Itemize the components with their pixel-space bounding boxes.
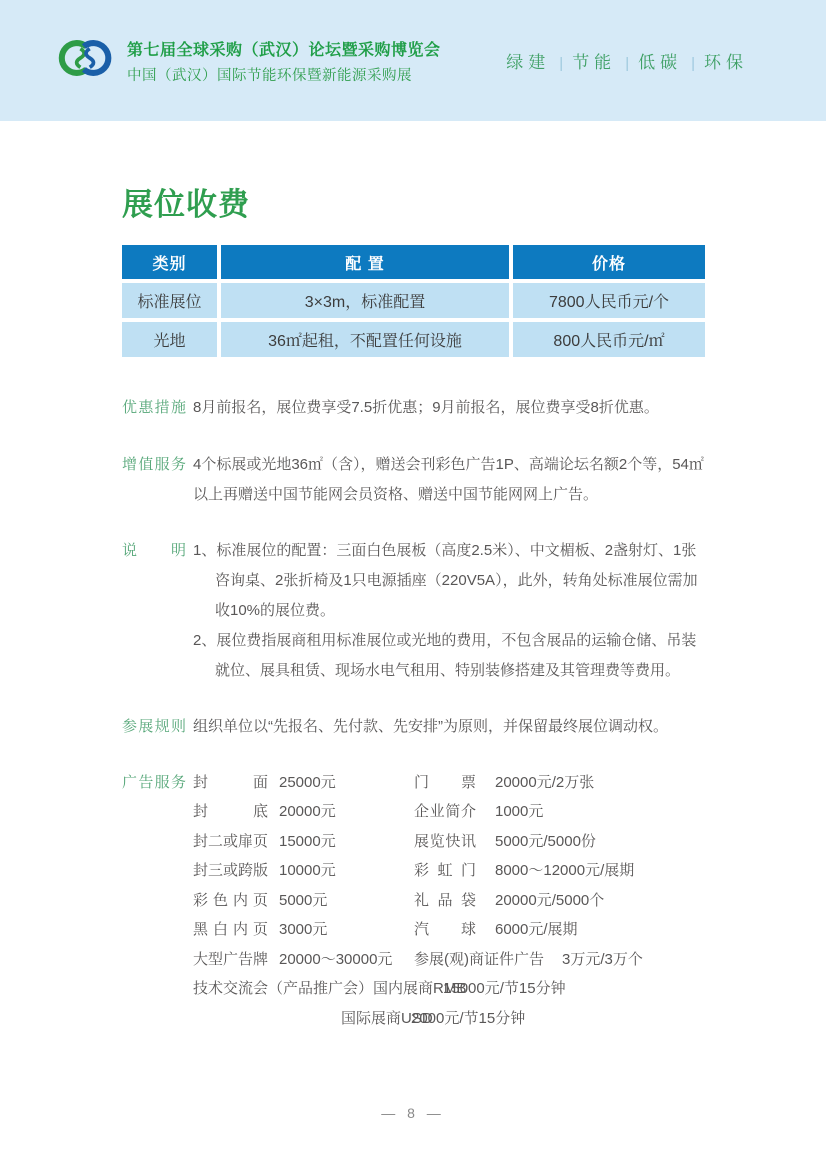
ad-item-label: 企业简介 — [414, 803, 476, 821]
ad-item-price: 5000元 — [279, 891, 328, 909]
note-item: 1、标准展位的配置：三面白色展板（高度2.5米）、中文楣板、2盏射灯、1张咨询桌、2张折椅及1只电源插座（220V5A），此外，转角处标准展位需加收10%的展位费。 — [193, 542, 698, 619]
ad-item-price: 20000～30000元 — [279, 950, 393, 968]
ad-item-price: 10000元 — [279, 862, 336, 880]
ad-item-label: 门票 — [414, 773, 476, 791]
ad-item-price: 20000元/2万张 — [495, 773, 595, 791]
keyword-separator: | — [691, 55, 695, 72]
ad-service-row — [193, 975, 704, 1005]
booth-table-cell: 标准展位 — [122, 283, 217, 318]
ad-item-price: 15000元/节15分钟 — [443, 980, 566, 998]
ad-item-label: 国内展商RMB — [373, 980, 467, 998]
ad-services-rows — [193, 768, 704, 1034]
page-number: — 8 — — [381, 1104, 445, 1121]
note-item: 2、展位费指展商租用标准展位或光地的费用，不包含展品的运输仓储、吊装就位、展具租赁、现场水电气租用、特别装修搭建及其管理费等费用。 — [193, 632, 697, 679]
ad-item-label: 技术交流会（产品推广会） — [193, 980, 374, 998]
ad-service-row — [193, 886, 704, 916]
booth-table-header-cell: 价格 — [513, 245, 705, 279]
ad-item-price: 15000元 — [279, 832, 336, 850]
page-title: 展位收费 — [122, 187, 250, 222]
ad-item-label: 礼品袋 — [414, 891, 476, 909]
section-label: 广告服务 — [122, 774, 186, 791]
ad-item-label: 彩色内页 — [193, 891, 268, 909]
booth-table-cell: 800人民币元/㎡ — [513, 322, 705, 357]
ad-item-label: 大型广告牌 — [193, 950, 269, 968]
booth-table-cell: 光地 — [122, 322, 217, 357]
booth-table-header-cell: 配 置 — [221, 245, 509, 279]
ad-item-label: 参展(观)商证件广告 — [414, 950, 544, 968]
ad-service-row — [193, 798, 704, 828]
section-rules — [122, 712, 704, 742]
section-label: 参展规则 — [122, 718, 186, 735]
ad-item-label: 封二或扉页 — [193, 832, 269, 850]
header-keyword: 绿建 — [506, 53, 551, 72]
header-titles — [127, 37, 441, 85]
header-keywords — [506, 48, 748, 73]
booth-table-cell: 3×3m，标准配置 — [221, 283, 509, 318]
ad-item-label: 汽球 — [414, 921, 476, 939]
ad-service-row — [193, 916, 704, 946]
ad-item-label: 彩虹门 — [414, 862, 476, 880]
ad-item-price: 20000元 — [279, 803, 336, 821]
expo-title: 第七届全球采购（武汉）论坛暨采购博览会 — [127, 41, 441, 59]
section-label: 说明 — [122, 542, 186, 559]
ad-item-label: 国际展商USD — [341, 1009, 433, 1027]
ad-item-price: 2000元/节15分钟 — [411, 1009, 526, 1027]
section-notes — [122, 536, 704, 686]
notes-list — [193, 536, 704, 686]
ad-item-label: 展览快讯 — [414, 832, 476, 850]
keyword-separator: | — [559, 55, 564, 72]
booth-table-cell: 36㎡起租，不配置任何设施 — [221, 322, 509, 357]
ad-service-row — [193, 768, 704, 798]
ad-item-label: 封三或跨版 — [193, 862, 269, 880]
ad-service-row — [193, 1004, 704, 1034]
expo-logo-icon — [58, 31, 114, 90]
ad-service-row — [193, 945, 704, 975]
section-ad-services — [122, 768, 704, 1034]
ad-service-row — [193, 827, 704, 857]
header-keyword: 环保 — [704, 53, 748, 72]
ad-item-price: 3万元/3万个 — [562, 950, 643, 968]
ad-item-price: 8000～12000元/展期 — [495, 862, 635, 880]
section-text: 8月前报名，展位费享受7.5折优惠；9月前报名，展位费享受8折优惠。 — [193, 399, 659, 416]
ad-item-price: 1000元 — [495, 803, 544, 821]
section-text: 4个标展或光地36㎡（含），赠送会刊彩色广告1P、高端论坛名额2个等，54㎡以上再赠送中国节能网会员资格、赠送中国节能网网上广告。 — [193, 456, 704, 503]
ad-item-price: 20000元/5000个 — [495, 891, 605, 909]
ad-item-label: 封底 — [193, 803, 268, 821]
keyword-separator: | — [625, 55, 630, 72]
ad-item-price: 25000元 — [279, 773, 336, 791]
header-keyword: 低碳 — [638, 53, 683, 72]
booth-table-header-cell: 类别 — [122, 245, 217, 279]
booth-table-cell: 7800人民币元/个 — [513, 283, 705, 318]
ad-item-label: 封面 — [193, 773, 268, 791]
section-text: 组织单位以“先报名、先付款、先安排”为原则，并保留最终展位调动权。 — [193, 718, 668, 735]
page-header — [0, 0, 826, 121]
ad-service-row — [193, 857, 704, 887]
ad-item-price: 5000元/5000份 — [495, 832, 596, 850]
expo-subtitle: 中国（武汉）国际节能环保暨新能源采购展 — [127, 67, 412, 84]
section-discount — [122, 393, 704, 423]
ad-item-price: 3000元 — [279, 921, 328, 939]
ad-item-price: 6000元/展期 — [495, 921, 578, 939]
section-label: 增值服务 — [122, 456, 186, 473]
section-value-added — [122, 450, 704, 510]
header-keyword: 节能 — [572, 53, 617, 72]
ad-item-label: 黑白内页 — [193, 921, 268, 939]
page-content — [0, 188, 826, 1121]
section-label: 优惠措施 — [122, 399, 186, 416]
booth-table — [122, 245, 704, 357]
